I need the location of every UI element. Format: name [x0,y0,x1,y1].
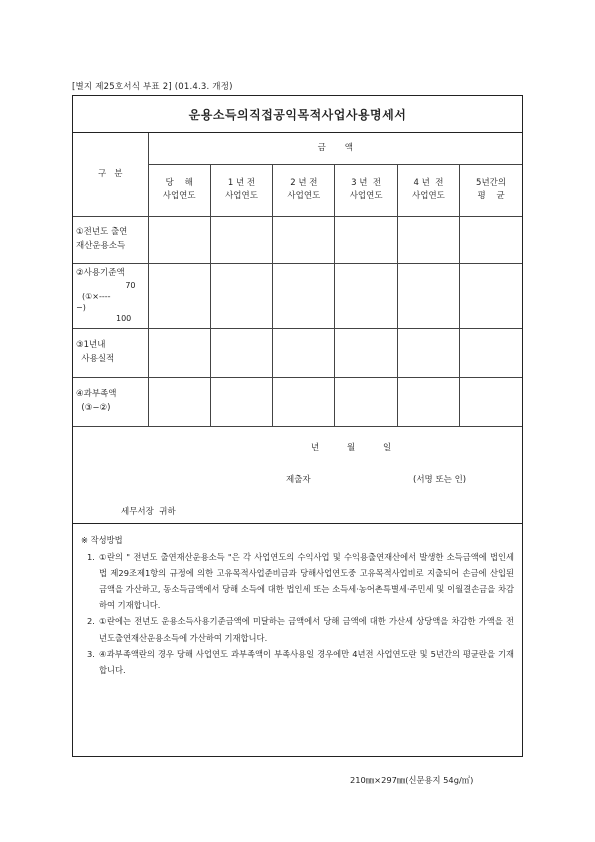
col-5yr-average [460,164,522,216]
table-row [73,263,522,328]
date-month-label: 월 [347,442,356,453]
col-4yr-ago-l1: 4 년 전 [413,177,444,188]
table-row [73,377,522,426]
addressee-label: 세무서장 귀하 [121,506,176,517]
instruction-text: ①란의 " 전년도 출연재산운용소득 "은 각 사업연도의 수익사업 및 수익용출연재산에서 발생한 소득금액에 법인세법 제29조제1항의 규정에 의한 고유목적사업준비금과 당해사업연도중 고유목적사업비로 지출되어 손금에 산입된 금액을 가산하고, 동소득금액에서 당해 소득에 대한 법인세 또는 소득세·농어촌특별세·주민세 및 이월결손금을 차감하여 기재합니다. [99,551,514,611]
instructions-heading: ※ 작성방법 [81,534,123,545]
instruction-item [87,549,514,614]
formula-tail: −) [76,303,86,313]
cell-input[interactable] [335,377,397,426]
col-1yr-ago [210,164,272,216]
col-2yr-ago-l2: 사업연도 [287,191,321,201]
form-sheet [72,95,523,757]
row-label-usage-standard-l1: ②사용기준액 [76,267,125,278]
sign-or-seal-label: (서명 또는 인) [413,474,467,485]
cell-input[interactable] [210,216,272,263]
instruction-number: 3. [87,648,95,659]
cell-input[interactable] [210,328,272,377]
cell-input[interactable] [460,328,522,377]
formula-denominator: 100 [116,314,132,324]
cell-input[interactable] [273,328,335,377]
instruction-number: 1. [87,551,95,562]
col-current-year-l1: 당 해 [165,177,193,188]
cell-input[interactable] [273,377,335,426]
row-label-income-l2: 재산운용소득 [76,240,126,251]
row-label-actual-use-l1: ③1년내 [76,340,106,351]
table-row [73,328,522,377]
col-2yr-ago-l1: 2 년 전 [290,177,318,188]
row-label-income-l1: ①전년도 출연 [76,227,128,238]
col-1yr-ago-l1: 1 년 전 [227,177,256,188]
cell-input[interactable] [460,377,522,426]
cell-input[interactable] [397,377,459,426]
col-1yr-ago-l2: 사업연도 [225,191,258,201]
formula-middle: (①×---- [82,291,111,301]
cell-input[interactable] [148,216,210,263]
cell-input[interactable] [335,263,397,328]
form-title: 운용소득의직접공익목적사업사용명세서 [73,96,522,133]
signature-block [73,427,522,524]
category-header [73,133,148,216]
row-label-income [73,216,148,263]
table-row [73,216,522,263]
row-label-actual-use-l2: 사용실적 [76,353,115,364]
instruction-text: ④과부족액란의 경우 당해 사업연도 과부족액이 부족사용일 경우에만 4년전 사업연도란 및 5년간의 평균란을 기재합니다. [99,648,514,675]
usage-table [73,133,522,427]
cell-input[interactable] [335,216,397,263]
col-current-year [148,164,210,216]
cell-input[interactable] [273,216,335,263]
date-year-label: 년 [311,442,320,453]
instruction-item [87,646,514,678]
cell-input[interactable] [460,216,522,263]
col-5yr-average-l2: 평 균 [477,191,505,201]
col-3yr-ago [335,164,397,216]
col-5yr-average-l1: 5년간의 [476,177,507,188]
form-caption: [별지 제25호서식 부표 2] (01.4.3. 개정) [72,82,233,92]
amount-header-label: 금 액 [317,142,353,153]
col-3yr-ago-l2: 사업연도 [349,191,383,201]
category-header-label: 구 분 [97,168,123,179]
cell-input[interactable] [210,377,272,426]
cell-input[interactable] [210,263,272,328]
col-current-year-l2: 사업연도 [162,191,196,201]
cell-input[interactable] [397,263,459,328]
formula-numerator: 70 [125,280,136,290]
col-4yr-ago [397,164,459,216]
row-label-surplus-shortage-l2: (③−②) [76,402,111,413]
cell-input[interactable] [273,263,335,328]
amount-header [148,133,522,164]
paper-spec: 210㎜×297㎜(신문용지 54g/㎡) [350,775,474,785]
instruction-item [87,613,514,645]
row-label-usage-standard [73,263,148,328]
cell-input[interactable] [335,328,397,377]
row-label-actual-use [73,328,148,377]
instruction-number: 2. [87,616,95,627]
cell-input[interactable] [397,328,459,377]
cell-input[interactable] [460,263,522,328]
date-day-label: 일 [383,442,392,453]
submitter-label[interactable]: 제출자 [286,474,311,485]
cell-input[interactable] [148,377,210,426]
instruction-text: ①란에는 전년도 운용소득사용기준금액에 미달하는 금액에서 당해 금액에 대한 가산세 상당액을 차감한 가액을 전년도출연재산운용소득에 가산하여 기재합니다. [99,616,514,643]
cell-input[interactable] [148,263,210,328]
row-label-surplus-shortage-l1: ④과부족액 [76,389,117,400]
cell-input[interactable] [397,216,459,263]
col-3yr-ago-l1: 3 년 전 [351,177,382,188]
instructions [73,524,522,679]
row-label-surplus-shortage [73,377,148,426]
date-line[interactable] [311,441,419,453]
col-4yr-ago-l2: 사업연도 [412,191,445,201]
usage-standard-formula [76,280,148,325]
cell-input[interactable] [148,328,210,377]
col-2yr-ago [273,164,335,216]
